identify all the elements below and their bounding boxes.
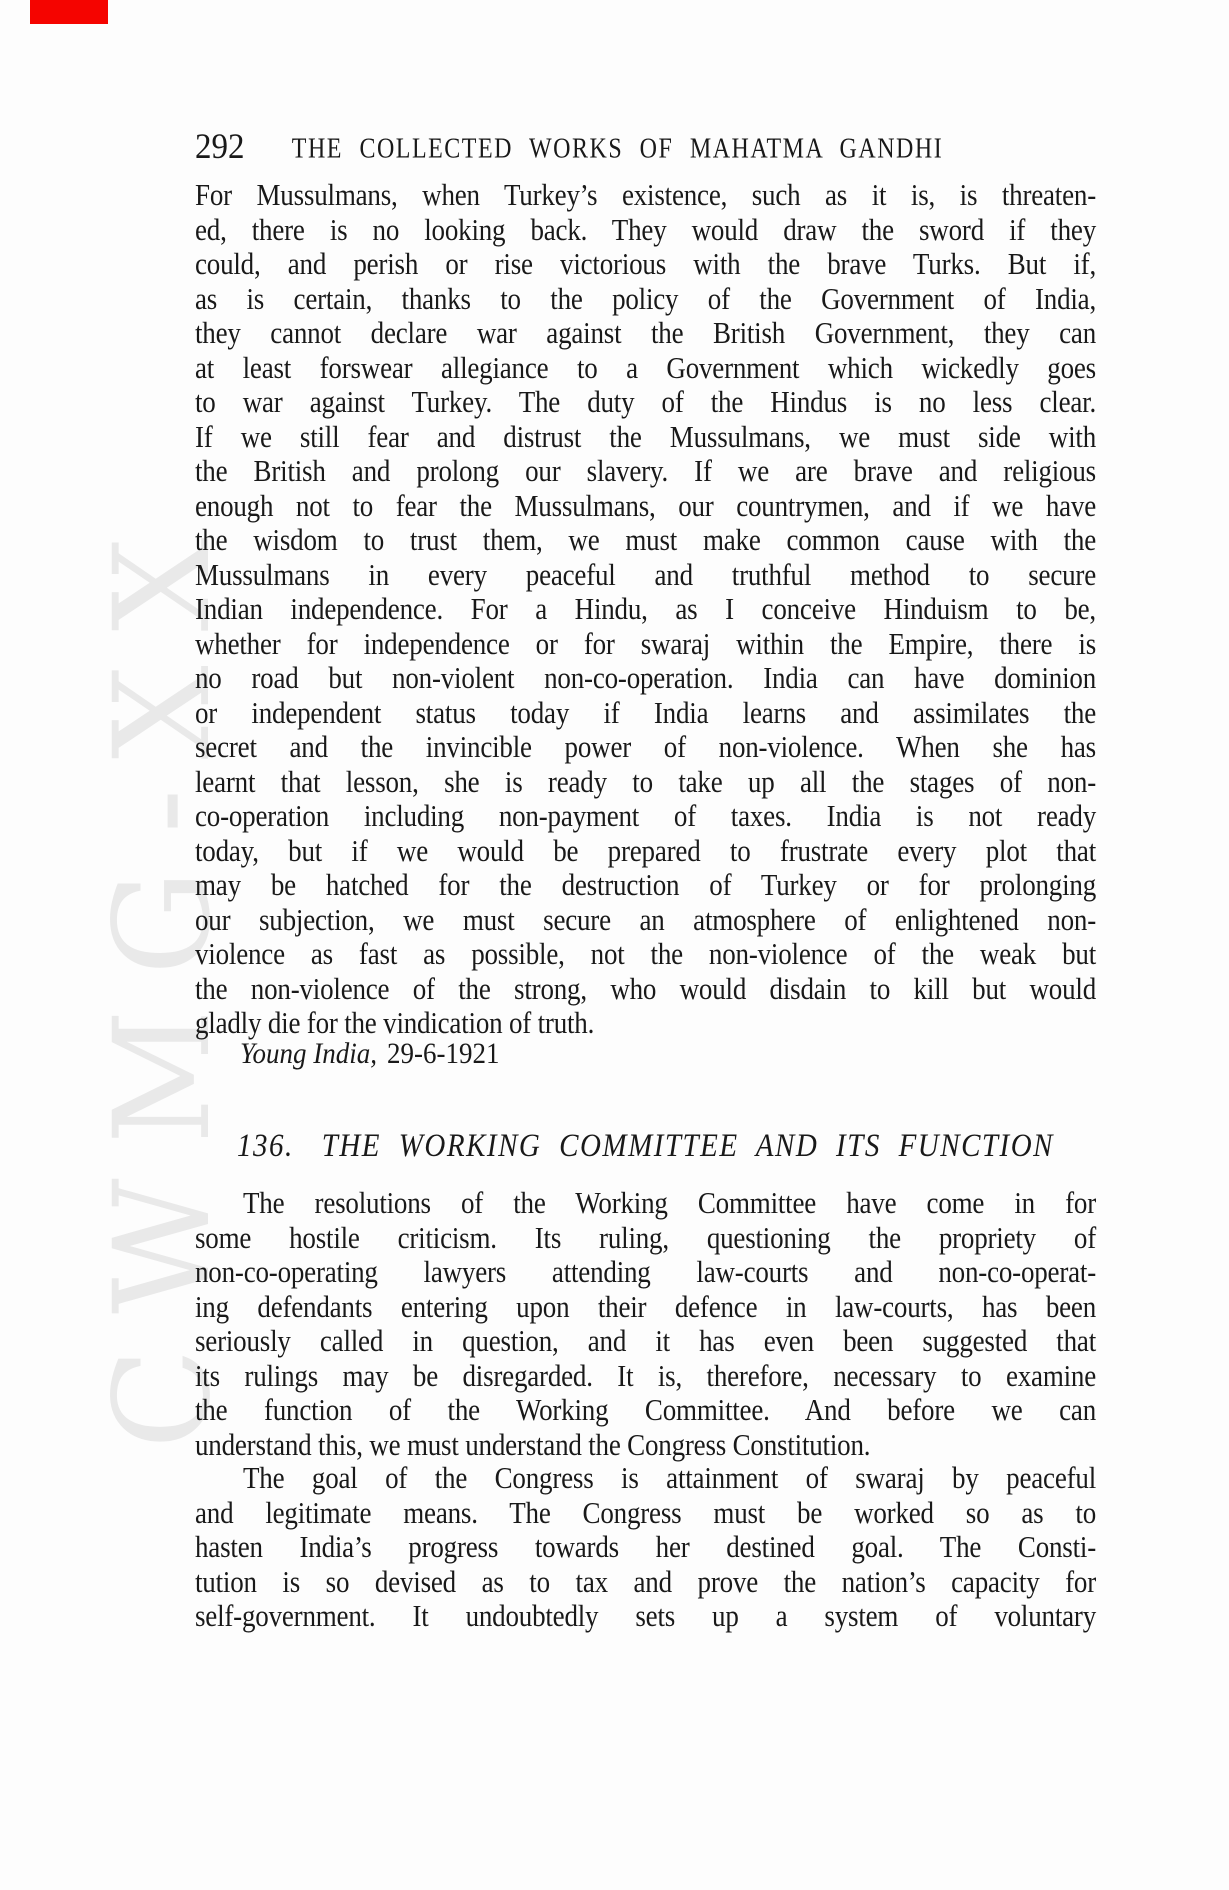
text-line: and legitimate means. The Congress must be worked so as to bbox=[195, 1495, 1096, 1530]
section-number: 136. bbox=[236, 1128, 294, 1165]
text-line: hasten India’s progress towards her destined goal. The Consti- bbox=[195, 1530, 1096, 1564]
text-line: our subjection, we must secure an atmosphere of enlightened non- bbox=[195, 902, 1096, 937]
text-line: some hostile criticism. Its ruling, questioning the propriety of bbox=[195, 1220, 1096, 1255]
paragraph-continuation bbox=[195, 178, 1096, 1041]
text-line: tution is so devised as to tax and prove the nation’s capacity for bbox=[195, 1564, 1096, 1599]
text-line: The resolutions of the Working Committee have come in for bbox=[243, 1186, 1096, 1220]
corner-marker bbox=[30, 0, 108, 24]
text-line: non-co-operating lawyers attending law-courts and non-co-operat- bbox=[195, 1255, 1096, 1289]
attribution-date: 29-6-1921 bbox=[387, 1036, 500, 1070]
text-line: the function of the Working Committee. And before we can bbox=[195, 1393, 1096, 1427]
watermark-text: CWMG-XX bbox=[86, 503, 240, 1449]
text-line: the non-violence of the strong, who would disdain to kill but would bbox=[195, 971, 1096, 1006]
text-line: may be hatched for the destruction of Turkey or for prolonging bbox=[195, 868, 1096, 902]
attribution-source: Young India, bbox=[240, 1036, 378, 1070]
section-heading bbox=[195, 1126, 1096, 1166]
text-line: to war against Turkey. The duty of the Hindus is no less clear. bbox=[195, 385, 1096, 419]
text-line: co-operation including non-payment of taxes. India is not ready bbox=[195, 799, 1096, 833]
text-line: they cannot declare war against the British Government, they can bbox=[195, 316, 1096, 350]
text-line: violence as fast as possible, not the non-violence of the weak but bbox=[195, 937, 1096, 971]
text-line: Mussulmans in every peaceful and truthful method to secure bbox=[195, 557, 1096, 592]
text-line: its rulings may be disregarded. It is, therefore, necessary to examine bbox=[195, 1358, 1096, 1393]
text-line: Indian independence. For a Hindu, as I conceive Hinduism to be, bbox=[195, 592, 1096, 626]
text-line: or independent status today if India learns and assimilates the bbox=[195, 695, 1096, 730]
text-line: today, but if we would be prepared to frustrate every plot that bbox=[195, 833, 1096, 868]
text-line: no road but non-violent non-co-operation. India can have dominion bbox=[195, 661, 1096, 695]
page-header bbox=[195, 128, 1096, 166]
running-head: THE COLLECTED WORKS OF MAHATMA GANDHI bbox=[291, 133, 944, 165]
page-number: 292 bbox=[195, 128, 245, 167]
text-line: seriously called in question, and it has even been suggested that bbox=[195, 1324, 1096, 1358]
text-line: learnt that lesson, she is ready to take up all the stages of non- bbox=[195, 764, 1096, 799]
text-line: If we still fear and distrust the Mussulmans, we must side with bbox=[195, 419, 1096, 454]
text-line: the British and prolong our slavery. If we are brave and religious bbox=[195, 454, 1096, 488]
text-line: the wisdom to trust them, we must make common cause with the bbox=[195, 523, 1096, 557]
text-line: secret and the invincible power of non-violence. When she has bbox=[195, 730, 1096, 764]
text-line: gladly die for the vindication of truth. bbox=[195, 1006, 595, 1040]
text-line: as is certain, thanks to the policy of the Government of India, bbox=[195, 281, 1096, 316]
text-line: For Mussulmans, when Turkey’s existence, such as it is, is threaten- bbox=[195, 178, 1096, 212]
text-line: whether for independence or for swaraj within the Empire, there is bbox=[195, 626, 1096, 661]
text-line: self-government. It undoubtedly sets up a system of voluntary bbox=[195, 1599, 1096, 1633]
text-line: at least forswear allegiance to a Government which wickedly goes bbox=[195, 350, 1096, 385]
text-line: The goal of the Congress is attainment of swaraj by peaceful bbox=[243, 1461, 1096, 1495]
text-line: understand this, we must understand the Congress Constitution. bbox=[195, 1427, 871, 1462]
text-line: enough not to fear the Mussulmans, our countrymen, and if we have bbox=[195, 488, 1096, 523]
section-paragraph-2 bbox=[195, 1461, 1096, 1634]
text-line: ing defendants entering upon their defence in law-courts, has been bbox=[195, 1289, 1096, 1324]
section-paragraph-1 bbox=[195, 1186, 1096, 1462]
section-title: THE WORKING COMMITTEE AND ITS FUNCTION bbox=[321, 1128, 1054, 1165]
text-line: could, and perish or rise victorious with the brave Turks. But if, bbox=[195, 247, 1096, 281]
text-line: ed, there is no looking back. They would draw the sword if they bbox=[195, 212, 1096, 247]
attribution bbox=[240, 1034, 500, 1071]
